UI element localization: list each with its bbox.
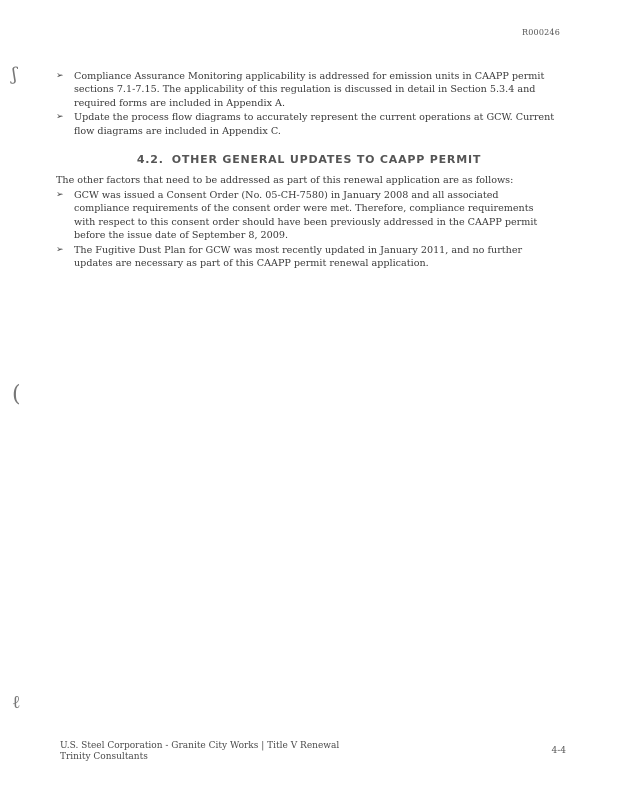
bullet-text: Compliance Assurance Monitoring applicability is addressed for emission units in CAAPP permit sections 7.1-7.15. The applicability of this regulation is discussed in detail in Section 5.3.4 and required forms are included in Appendix A. xyxy=(74,71,545,109)
footer-line-1: U.S. Steel Corporation - Granite City Works | Title V Renewal xyxy=(60,741,340,751)
bullet-text: The Fugitive Dust Plan for GCW was most recently updated in January 2011, and no further updates are necessary as part of this CAAPP permit renewal application. xyxy=(74,244,523,270)
bullet-text: GCW was issued a Consent Order (No. 05-CH-7580) in January 2008 and all associated compliance requirements of the consent order were met. Therefore, compliance requirements with respect to this consent order should have been previously addressed in the CAAPP permit before the issue date of September 8, 2009. xyxy=(74,190,538,242)
section-heading xyxy=(0,153,618,166)
bullet-text: Update the process flow diagrams to accurately represent the current operations at GCW. Current flow diagrams are included in Appendix C. xyxy=(74,112,555,137)
section-number: 4.2. xyxy=(136,153,164,166)
bullet-arrow-icon: ➢ xyxy=(56,190,64,200)
section-4-1-bullet-list xyxy=(56,70,556,139)
bullet-arrow-icon: ➢ xyxy=(56,71,64,81)
list-item xyxy=(56,189,556,243)
document-id: R000246 xyxy=(522,28,560,37)
section-intro: The other factors that need to be addressed as part of this renewal application are as follows: xyxy=(56,175,514,186)
page-number: 4-4 xyxy=(551,746,566,756)
section-4-2-bullet-list xyxy=(56,189,556,271)
list-item xyxy=(56,70,556,110)
bullet-arrow-icon: ➢ xyxy=(56,112,64,123)
footer-left xyxy=(60,741,339,763)
margin-annotation-top: ʃ xyxy=(12,64,17,85)
margin-annotation-middle: ( xyxy=(12,382,21,407)
footer-line-2: Trinity Consultants xyxy=(60,752,148,762)
list-item xyxy=(56,111,556,138)
bullet-arrow-icon: ➢ xyxy=(56,244,64,255)
section-title: OTHER GENERAL UPDATES TO CAAPP PERMIT xyxy=(171,153,482,166)
margin-annotation-bottom: ℓ xyxy=(12,692,21,713)
list-item xyxy=(56,244,556,271)
